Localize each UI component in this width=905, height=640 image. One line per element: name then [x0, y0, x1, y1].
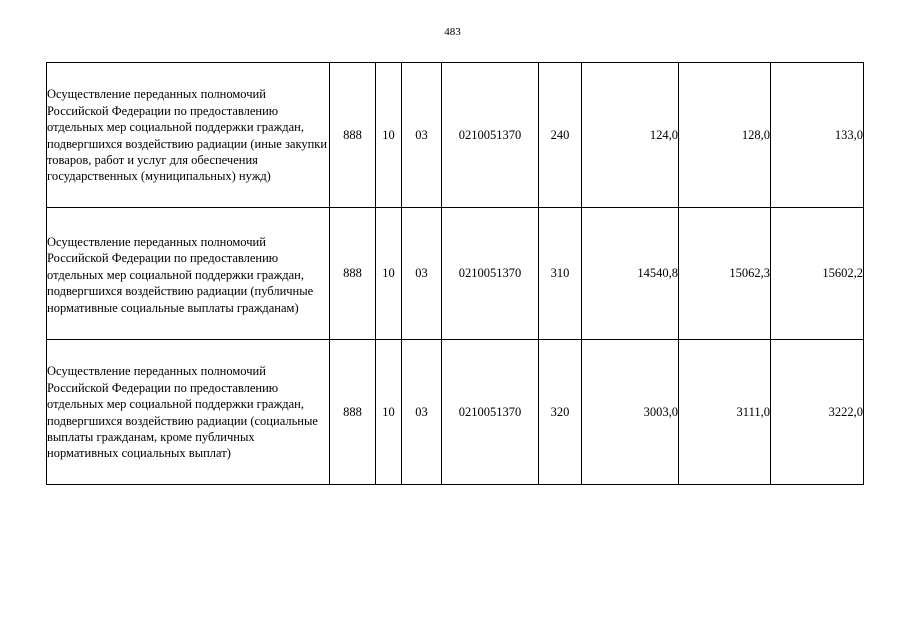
amount-year-1: 124,0 — [582, 63, 679, 208]
ministry-code: 888 — [330, 340, 376, 485]
expense-type-code: 310 — [539, 208, 582, 340]
amount-year-3: 3222,0 — [771, 340, 864, 485]
page-number: 483 — [444, 26, 461, 38]
amount-year-1: 3003,0 — [582, 340, 679, 485]
target-item-code: 0210051370 — [442, 340, 539, 485]
amount-year-2: 3111,0 — [679, 340, 771, 485]
target-item-code: 0210051370 — [442, 63, 539, 208]
section-code: 10 — [376, 208, 402, 340]
amount-year-2: 15062,3 — [679, 208, 771, 340]
budget-table — [46, 62, 864, 485]
amount-year-3: 133,0 — [771, 63, 864, 208]
table-row — [47, 63, 864, 208]
ministry-code: 888 — [330, 63, 376, 208]
ministry-code: 888 — [330, 208, 376, 340]
row-description: Осуществление переданных полномочий Российской Федерации по предоставлению отдельных мер социальной поддержки граждан, подвергшихся воздействию радиации (иные закупки товаров, работ и услуг для обеспечения государственных (муниципальных) нужд) — [47, 63, 330, 208]
table-row — [47, 208, 864, 340]
expense-type-code: 320 — [539, 340, 582, 485]
subsection-code: 03 — [402, 340, 442, 485]
section-code: 10 — [376, 63, 402, 208]
row-description: Осуществление переданных полномочий Российской Федерации по предоставлению отдельных мер социальной поддержки граждан, подвергшихся воздействию радиации (публичные нормативные социальные выплаты гражданам) — [47, 208, 330, 340]
target-item-code: 0210051370 — [442, 208, 539, 340]
subsection-code: 03 — [402, 208, 442, 340]
section-code: 10 — [376, 340, 402, 485]
expense-type-code: 240 — [539, 63, 582, 208]
table-row — [47, 340, 864, 485]
row-description: Осуществление переданных полномочий Российской Федерации по предоставлению отдельных мер социальной поддержки граждан, подвергшихся воздействию радиации (социальные выплаты гражданам, кроме публичных нормативных социальных выплат) — [47, 340, 330, 485]
amount-year-1: 14540,8 — [582, 208, 679, 340]
amount-year-2: 128,0 — [679, 63, 771, 208]
amount-year-3: 15602,2 — [771, 208, 864, 340]
subsection-code: 03 — [402, 63, 442, 208]
